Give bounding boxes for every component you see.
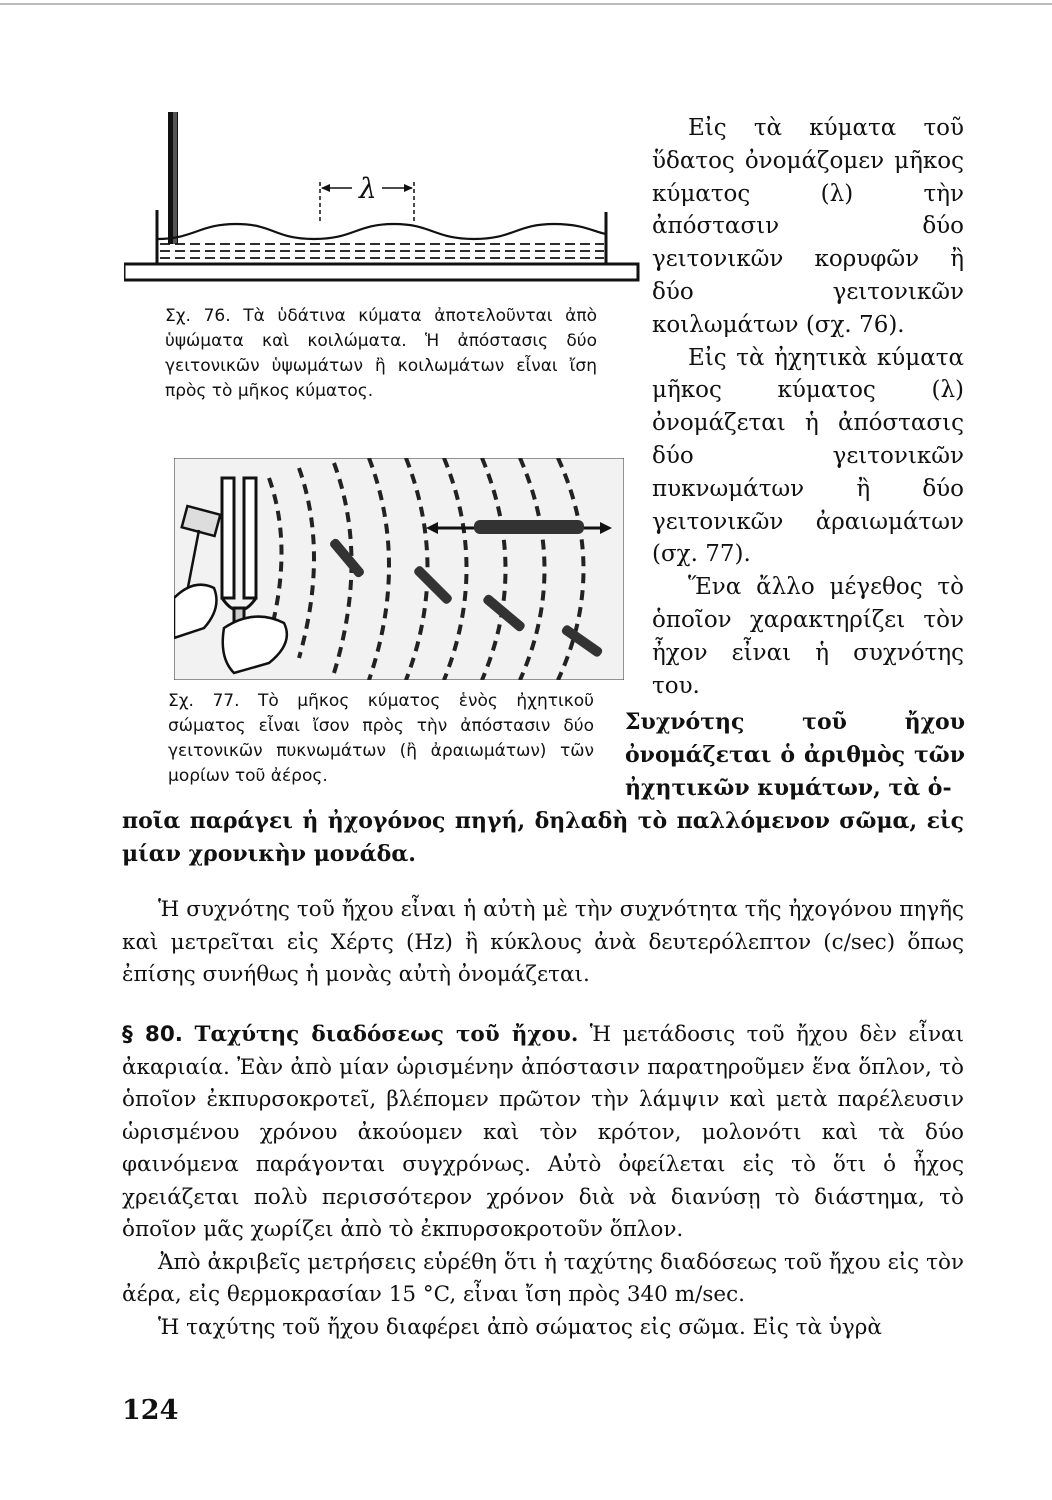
speed-differs-paragraph: Ἡ ταχύτης τοῦ ἤχου διαφέρει ἀπὸ σώματος εἰς σῶμα. Εἰς τὰ ὑγρὰ <box>158 1314 882 1340</box>
right-paragraph-2: Εἰς τὰ ἠχητικὰ κύματα μῆκος κύματος (λ) ὀνομάζεται ἡ ἀπόστασις δύο γειτονικῶν πυκνωμάτων ἢ δύο γειτονικῶν ἀραιωμάτων (σχ. 77). <box>652 344 964 568</box>
right-paragraph-1: Εἰς τὰ κύματα τοῦ ὕδατος ὀνομάζομεν μῆκος κύματος (λ) τὴν ἀπόστασιν δύο γειτονικῶν κορυφῶν ἢ δύο γειτονικῶν κοιλωμάτων (σχ. 76). <box>652 115 964 338</box>
lambda-label: λ <box>359 172 377 205</box>
right-column-text <box>652 112 964 702</box>
section-80-text: Ἡ μετάδοσις τοῦ ἤχου δὲν εἶναι ἀκαριαία. Ἐὰν ἀπὸ μίαν ὡρισμένην ἀπόστασιν παρατηροῦμεν ἕνα ὅπλον, τὸ ὁποῖον ἐκπυρσοκροτεῖ, βλέπομεν πρῶτον τὴν λάμψιν καὶ μετὰ παρέλευσιν ὡρισμένου χρόνου ἀκούομεν καὶ τὸν κρότον, μολονότι καὶ τὰ δύο φαινόμενα παράγονται συγχρόνως. Αὐτὸ ὀφείλεται εἰς τὸ ὅτι ὁ ἦχος χρειάζεται πολὺ περισσότερον χρόνον διὰ νὰ διανύσῃ τὸ διάστημα, τὸ ὁποῖον μᾶς χωρίζει ἀπὸ τὸ ἐκπυρσοκροτοῦν ὅπλον. <box>122 1022 965 1242</box>
frequency-definition-end: ποῖα παράγει ἡ ἠχογόνος πηγή, δηλαδὴ τὸ παλλόμενον σῶμα, εἰς μίαν χρονικὴν μονάδα. <box>122 808 964 867</box>
section-title: Ταχύτης διαδόσεως τοῦ ἤχου. <box>194 1022 579 1047</box>
section-number: § 80. <box>122 1022 183 1047</box>
water-waves-figure <box>124 112 642 292</box>
page-number: 124 <box>122 1395 179 1426</box>
body-paragraph-1 <box>122 894 964 992</box>
figure-76-caption: Σχ. 76. Τὰ ὑδάτινα κύματα ἀποτελοῦνται ἀπὸ ὑψώματα καὶ κοιλώματα. Ἡ ἀπόστασις δύο γειτονικῶν ὑψωμάτων ἢ κοιλωμάτων εἶναι ἴση πρὸς τὸ μῆκος κύματος. <box>165 306 597 401</box>
figure-77-caption: Σχ. 77. Τὸ μῆκος κύματος ἑνὸς ἠχητικοῦ σώματος εἶναι ἴσον πρὸς τὴν ἀπόστασιν δύο γειτονικῶν πυκνωμάτων (ἢ ἀραιωμάτων) τῶν μορίων τοῦ ἀέρος. <box>168 691 594 786</box>
frequency-units-text: Ἡ συχνότης τοῦ ἤχου εἶναι ἡ αὐτὴ μὲ τὴν συχνότητα τῆς ἠχογόνου πηγῆς καὶ μετρεῖται εἰς Χέρτς (Hz) ἢ κύκλους ἀνὰ δευτερόλεπτον (c/sec) ὅπως ἐπίσης συνήθως ἡ μονὰς αὐτὴ ὀνομάζεται. <box>122 897 964 987</box>
section-80-paragraph <box>122 1019 964 1247</box>
speed-measurement-paragraph: Ἀπὸ ἀκριβεῖς μετρήσεις εὑρέθη ὅτι ἡ ταχύτης διαδόσεως τοῦ ἤχου εἰς τὸν ἀέρα, εἰς θερμοκρασίαν 15 °C, εἶναι ἴση πρὸς 340 m/sec. <box>122 1249 964 1307</box>
tuning-fork-figure <box>174 458 624 680</box>
top-scan-line <box>0 3 1052 5</box>
frequency-definition-start: Συχνότης τοῦ ἤχου ὀνομάζεται ὁ ἀριθμὸς τῶν ἠχητικῶν κυμάτων, τὰ ὁ- <box>625 709 965 801</box>
section-80 <box>122 1019 964 1344</box>
right-paragraph-3: Ἕνα ἄλλο μέγεθος τὸ ὁποῖον χαρακτηρίζει τὸν ἦχον εἶναι ἡ συχνότης του. <box>652 574 964 699</box>
